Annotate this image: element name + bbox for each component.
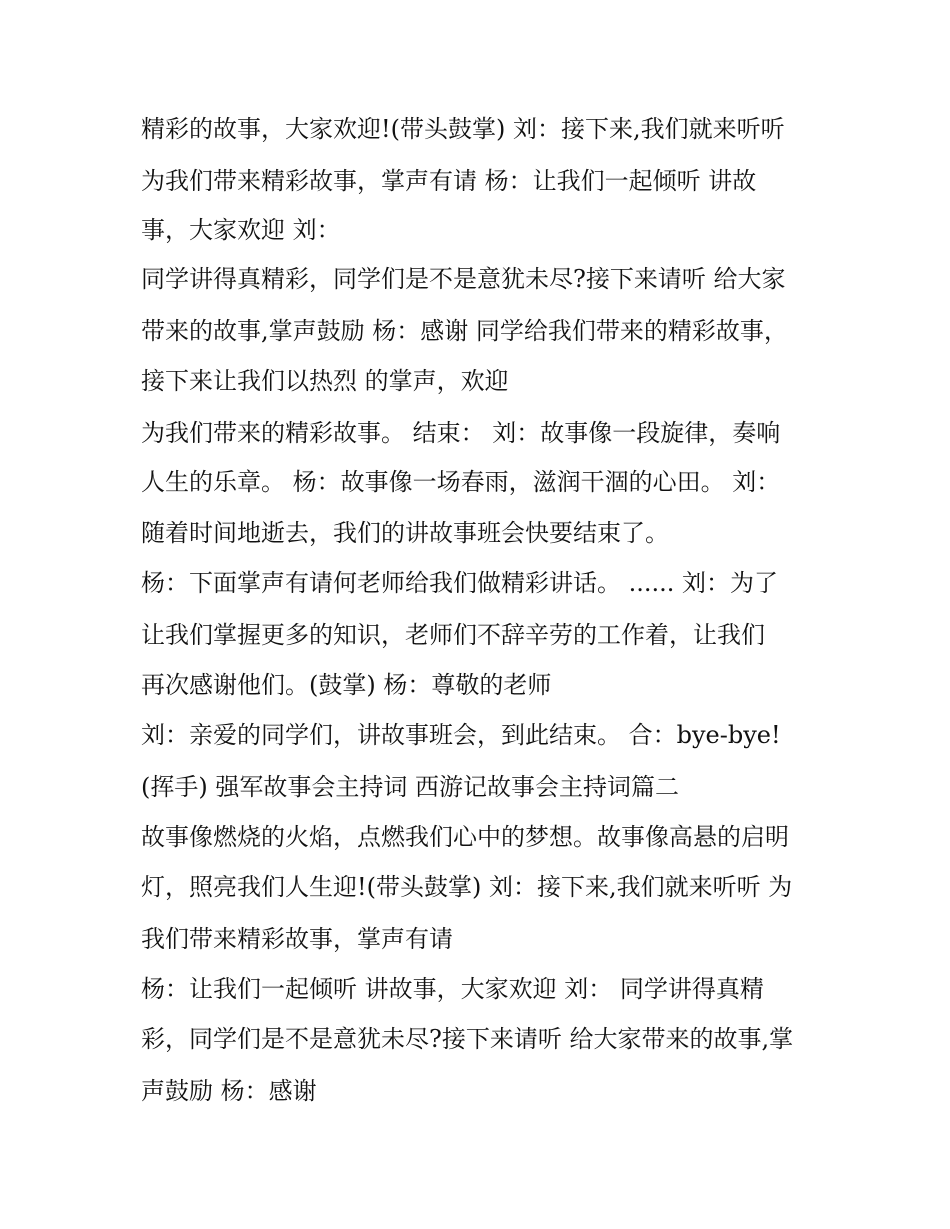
text-line: 声鼓励 杨：感谢: [141, 1077, 317, 1105]
text-line: 同学讲得真精彩，同学们是不是意犹未尽?接下来请听 给大家: [141, 265, 786, 293]
text-line: 刘：亲爱的同学们，讲故事班会，到此结束。 合：bye-bye!: [141, 721, 781, 749]
text-line: 精彩的故事，大家欢迎!(带头鼓掌) 刘：接下来,我们就来听听: [141, 115, 785, 143]
text-line: 彩，同学们是不是意犹未尽?接下来请听 给大家带来的故事,掌: [141, 1025, 794, 1053]
text-line: 灯，照亮我们人生迎!(带头鼓掌) 刘：接下来,我们就来听听 为: [141, 873, 793, 901]
text-line: 杨：让我们一起倾听 讲故事，大家欢迎 刘： 同学讲得真精: [141, 975, 764, 1003]
text-line: 让我们掌握更多的知识，老师们不辞辛劳的工作着，让我们: [141, 621, 765, 649]
text-line: 随着时间地逝去，我们的讲故事班会快要结束了。: [141, 519, 669, 547]
text-line: 我们带来精彩故事，掌声有请: [141, 925, 453, 953]
text-line: 接下来让我们以热烈 的掌声，欢迎: [141, 367, 509, 395]
text-line: 为我们带来的精彩故事。 结束： 刘：故事像一段旋律，奏响: [141, 419, 781, 447]
text-line: 事，大家欢迎 刘：: [141, 216, 341, 244]
text-line: 为我们带来精彩故事，掌声有请 杨：让我们一起倾听 讲故: [141, 167, 757, 195]
text-line: 带来的故事,掌声鼓励 杨：感谢 同学给我们带来的精彩故事，: [141, 317, 788, 345]
text-line: (挥手) 强军故事会主持词 西游记故事会主持词篇二: [141, 773, 679, 801]
text-line: 杨：下面掌声有请何老师给我们做精彩讲话。 ...... 刘：为了: [141, 569, 779, 597]
text-line: 故事像燃烧的火焰，点燃我们心中的梦想。故事像高悬的启明: [141, 823, 789, 851]
text-line: 再次感谢他们。(鼓掌) 杨：尊敬的老师: [141, 671, 552, 699]
text-line: 人生的乐章。 杨：故事像一场春雨，滋润干涸的心田。 刘：: [141, 468, 781, 496]
